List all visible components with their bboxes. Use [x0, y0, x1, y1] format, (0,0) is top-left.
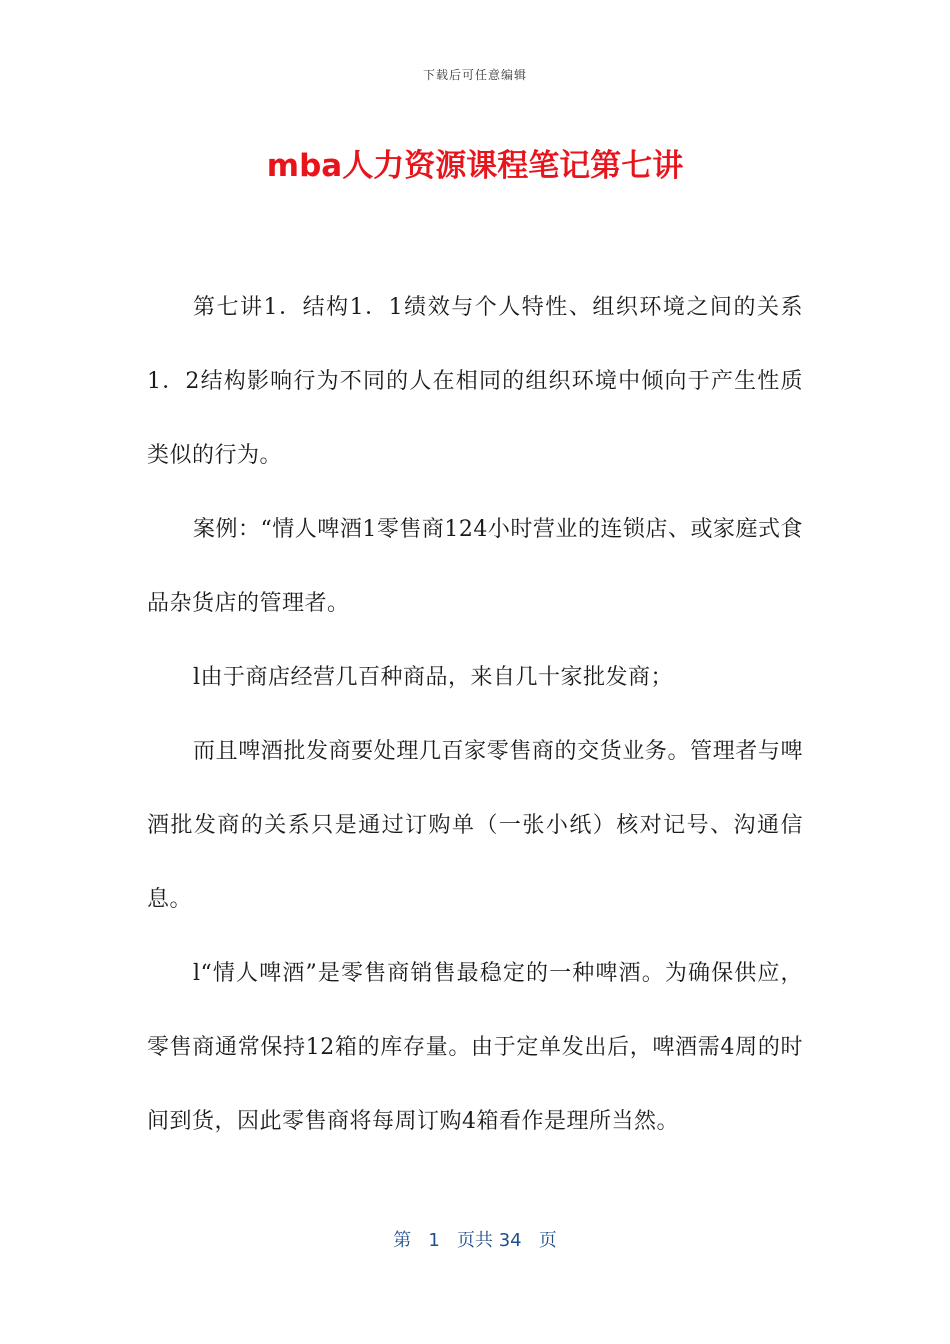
header-note: 下载后可任意编辑	[422, 68, 527, 82]
page-label-prefix: 第	[393, 1230, 412, 1251]
page-total: 34	[498, 1230, 522, 1251]
paragraph: 而且啤酒批发商要处理几百家零售商的交货业务。管理者与啤酒批发商的关系只是通过订购单（一张小纸）核对记号、沟通信息。	[147, 739, 803, 912]
page-current: 1	[428, 1230, 440, 1251]
paragraph: 第七讲1．结构1．1绩效与个人特性、组织环境之间的关系1．2结构影响行为不同的人在相同的组织环境中倾向于产生性质类似的行为。	[147, 295, 803, 468]
paragraph: 案例：“情人啤酒1零售商124小时营业的连锁店、或家庭式食品杂货店的管理者。	[147, 517, 803, 616]
page-label-suffix: 页	[538, 1230, 557, 1251]
paragraph: l由于商店经营几百种商品，来自几十家批发商；	[193, 665, 674, 690]
document-title: mba人力资源课程笔记第七讲	[266, 148, 684, 184]
page-footer	[0, 1226, 950, 1252]
paragraph: l“情人啤酒”是零售商销售最稳定的一种啤酒。为确保供应，零售商通常保持12箱的库存量。由于定单发出后，啤酒需4周的时间到货，因此零售商将每周订购4箱看作是理所当然。	[147, 961, 803, 1134]
document-body	[147, 271, 803, 1159]
page-label-middle: 页共	[456, 1230, 493, 1251]
